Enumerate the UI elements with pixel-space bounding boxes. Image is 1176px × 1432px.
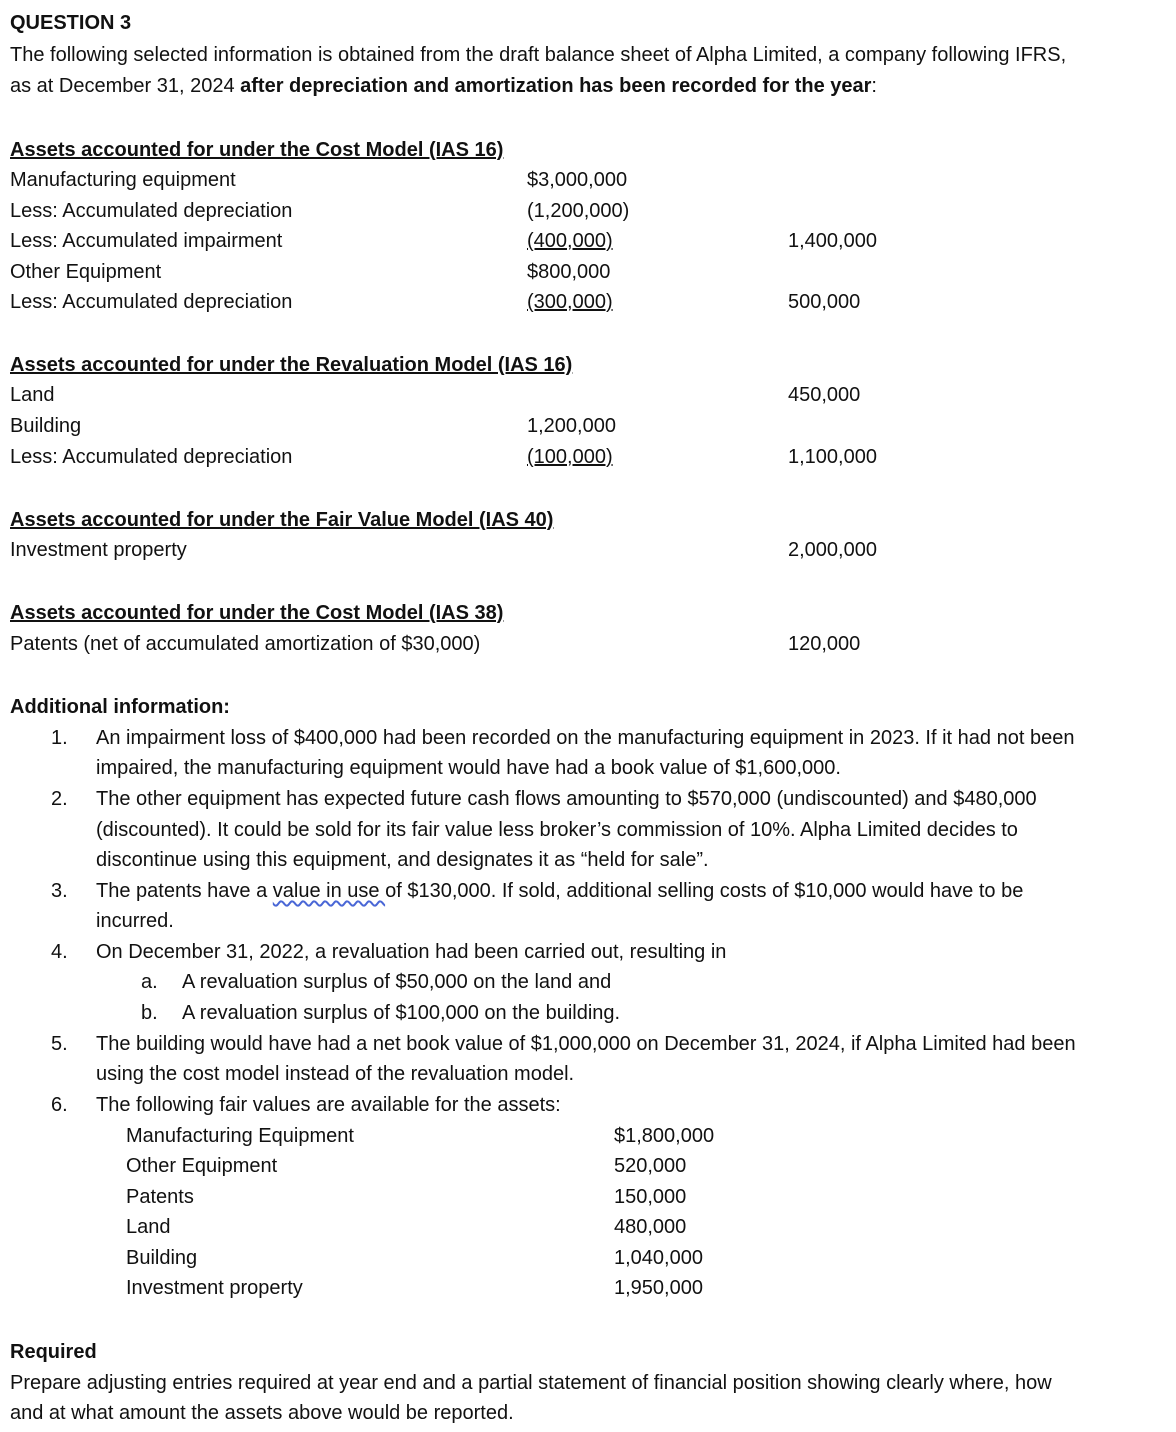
item-number: 1. [51, 727, 68, 749]
row-amount: (300,000) [527, 291, 613, 313]
section-heading-cost-model-ias16: Assets accounted for under the Cost Model (IAS 16) [10, 139, 504, 161]
row-amount: $3,000,000 [527, 169, 628, 191]
row-label: Less: Accumulated depreciation [10, 200, 293, 222]
additional-info-heading: Additional information: [10, 696, 230, 718]
required-line-2: and at what amount the assets above would be reported. [10, 1402, 514, 1424]
subitem-text: A revaluation surplus of $100,000 on the building. [182, 1002, 621, 1024]
item-text: On December 31, 2022, a revaluation had been carried out, resulting in [96, 941, 727, 963]
fair-value-amount: 520,000 [614, 1155, 687, 1177]
intro-line-1: The following selected information is obtained from the draft balance sheet of Alpha Limited, a company following IFRS, [10, 44, 1067, 66]
row-amount: (100,000) [527, 446, 613, 468]
row-total: 2,000,000 [788, 539, 877, 561]
item-number: 6. [51, 1094, 68, 1116]
row-total: 1,100,000 [788, 446, 877, 468]
fair-value-asset: Building [126, 1247, 198, 1269]
item-number: 2. [51, 788, 68, 810]
row-amount: (400,000) [527, 230, 613, 252]
row-total: 450,000 [788, 384, 861, 406]
row-label: Other Equipment [10, 261, 162, 283]
subitem-text: A revaluation surplus of $50,000 on the land and [182, 971, 612, 993]
fair-value-amount: 1,950,000 [614, 1277, 703, 1299]
fair-value-asset: Patents [126, 1186, 194, 1208]
fair-value-amount: 480,000 [614, 1216, 687, 1238]
fair-value-asset: Land [126, 1216, 171, 1238]
item-text: The patents have a value in use of $130,000. If sold, additional selling costs of $10,000 would have to be [96, 880, 1024, 902]
question-title: QUESTION 3 [10, 12, 132, 34]
row-total: 1,400,000 [788, 230, 877, 252]
row-label: Building [10, 415, 82, 437]
section-heading-cost-model-ias38: Assets accounted for under the Cost Model (IAS 38) [10, 602, 504, 624]
fair-value-amount: 1,040,000 [614, 1247, 703, 1269]
item-text: discontinue using this equipment, and designates it as “held for sale”. [96, 849, 709, 871]
item-text: The other equipment has expected future cash flows amounting to $570,000 (undiscounted) and $480,000 [96, 788, 1037, 810]
row-label: Patents (net of accumulated amortization of $30,000) [10, 633, 481, 655]
item-number: 4. [51, 941, 68, 963]
item-text: (discounted). It could be sold for its fair value less broker’s commission of 10%. Alpha Limited decides to [96, 819, 1018, 841]
subitem-letter: b. [141, 1002, 158, 1024]
row-total: 120,000 [788, 633, 861, 655]
row-amount: $800,000 [527, 261, 611, 283]
section-heading-revaluation-model: Assets accounted for under the Revaluation Model (IAS 16) [10, 354, 573, 376]
row-label: Less: Accumulated depreciation [10, 446, 293, 468]
item-number: 5. [51, 1033, 68, 1055]
row-label: Less: Accumulated impairment [10, 230, 283, 252]
row-label: Manufacturing equipment [10, 169, 236, 191]
fair-value-asset: Other Equipment [126, 1155, 278, 1177]
item-text: incurred. [96, 910, 174, 932]
item-text: An impairment loss of $400,000 had been recorded on the manufacturing equipment in 2023. If it had not been [96, 727, 1075, 749]
fair-value-asset: Investment property [126, 1277, 303, 1299]
fair-value-amount: $1,800,000 [614, 1125, 715, 1147]
section-heading-fair-value-model: Assets accounted for under the Fair Value Model (IAS 40) [10, 509, 554, 531]
fair-value-amount: 150,000 [614, 1186, 687, 1208]
row-label: Land [10, 384, 55, 406]
row-label: Less: Accumulated depreciation [10, 291, 293, 313]
row-total: 500,000 [788, 291, 861, 313]
row-label: Investment property [10, 539, 187, 561]
item-text: impaired, the manufacturing equipment would have had a book value of $1,600,000. [96, 757, 841, 779]
item-text: The building would have had a net book value of $1,000,000 on December 31, 2024, if Alpha Limited had been [96, 1033, 1076, 1055]
intro-line-2: as at December 31, 2024 after depreciation and amortization has been recorded for the year: [10, 75, 877, 97]
row-amount: 1,200,000 [527, 415, 616, 437]
spellcheck-underline: value in use [272, 880, 386, 902]
subitem-letter: a. [141, 971, 158, 993]
fair-value-asset: Manufacturing Equipment [126, 1125, 354, 1147]
item-number: 3. [51, 880, 68, 902]
required-line-1: Prepare adjusting entries required at year end and a partial statement of financial position showing clearly where, how [10, 1372, 1052, 1394]
row-amount: (1,200,000) [527, 200, 630, 222]
required-heading: Required [10, 1341, 97, 1363]
item-text: using the cost model instead of the revaluation model. [96, 1063, 575, 1085]
item-text: The following fair values are available for the assets: [96, 1094, 561, 1116]
